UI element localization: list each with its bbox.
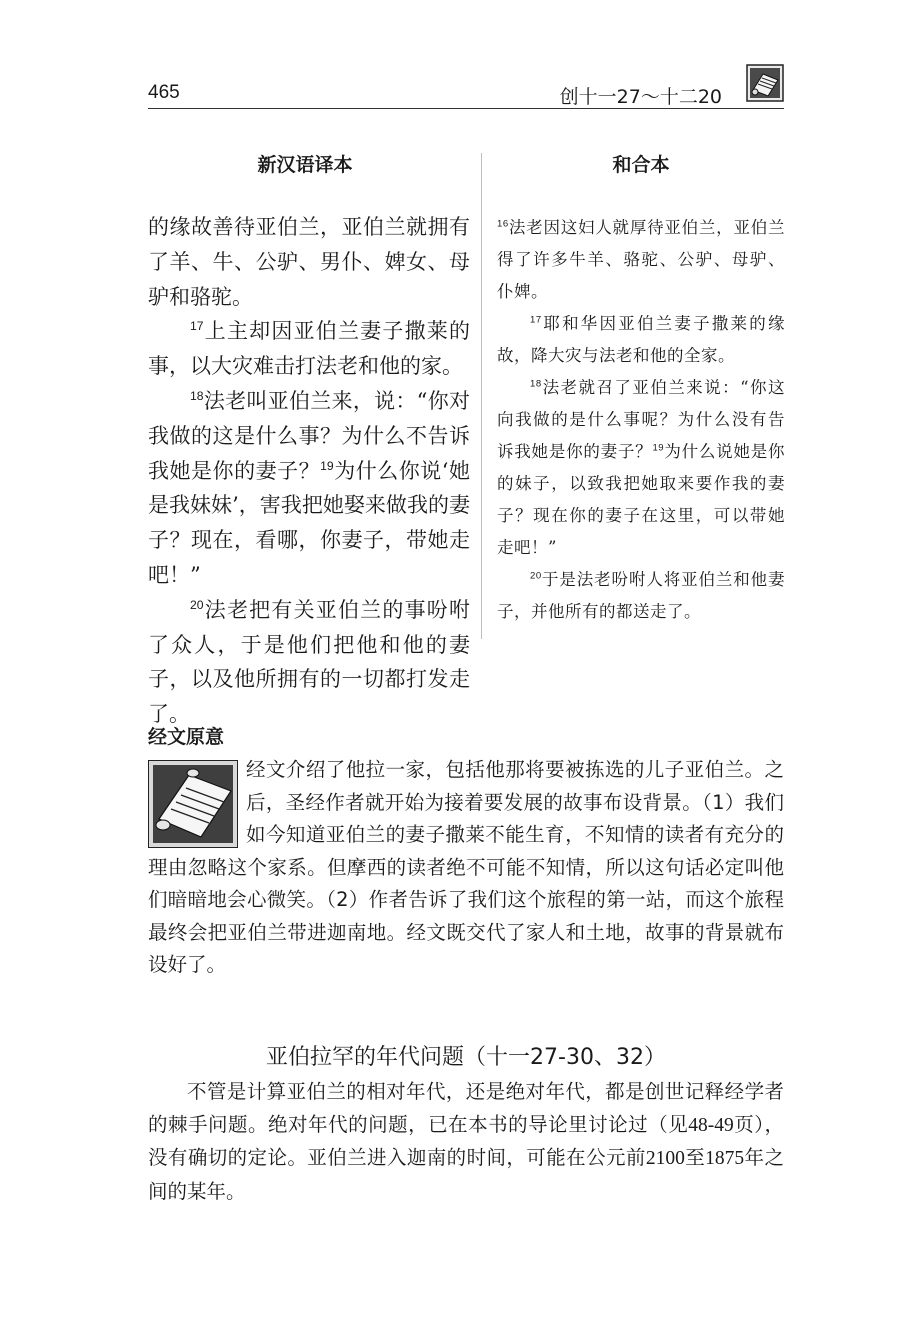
topic-heading: 亚伯拉罕的年代问题（十一27-30、32） xyxy=(266,1045,666,1070)
verse-paragraph xyxy=(148,593,470,732)
verse-text: 上主却因亚伯兰妻子撒莱的事，以大灾难击打法老和他的家。 xyxy=(148,319,470,379)
paragraph-text: 经文介绍了他拉一家，包括他那将要被拣选的儿子亚伯兰。之后，圣经作者就开始为接着要发展的故事布设背景。（1）我们如今知道亚伯兰的妻子撒莱不能生育，不知情的读者有充分的理由忽略这个家系。但摩西的读者绝不可能不知情，所以这句话必定叫他们暗暗地会心微笑。（2）作者告诉了我们这个旅程的第一站，而这个旅程最终会把亚伯兰带进迦南地。经文既交代了家人和土地，故事的背景就布设好了。 xyxy=(148,758,784,976)
column-divider xyxy=(481,153,482,639)
verse-text: 的缘故善待亚伯兰，亚伯兰就拥有了羊、牛、公驴、男仆、婢女、母驴和骆驼。 xyxy=(148,215,470,309)
verse-text: 耶和华因亚伯兰妻子撒莱的缘故，降大灾与法老和他的全家。 xyxy=(497,314,785,365)
verse-number: 20 xyxy=(530,570,542,582)
verse-paragraph xyxy=(497,564,785,628)
paragraph-text: 不管是计算亚伯兰的相对年代，还是绝对年代，都是创世记释经学者的棘手问题。绝对年代的问题，已在本书的导论里讨论过（见 xyxy=(148,1080,784,1136)
verse-paragraph xyxy=(497,372,785,564)
paragraph-text: 至 xyxy=(684,1146,706,1169)
page-header xyxy=(148,62,784,109)
verse-number: 20 xyxy=(190,597,204,612)
verse-paragraph xyxy=(497,308,785,372)
running-head: 创十一27～十二20 xyxy=(559,86,722,108)
cnv-column xyxy=(148,210,470,732)
section-title-original-meaning: 经文原意 xyxy=(148,726,225,748)
verse-paragraph xyxy=(148,314,470,384)
icon-spacer xyxy=(148,754,246,850)
verse-number: 17 xyxy=(190,319,204,334)
verse-paragraph xyxy=(148,384,470,593)
original-meaning-body xyxy=(148,754,784,982)
year: 1875 xyxy=(705,1148,745,1169)
verse-text: 法老就召了亚伯兰来说：“你这向我做的是什么事呢？为什么没有告诉我她是你的妻子？ xyxy=(497,378,785,461)
verse-number: 17 xyxy=(530,314,542,326)
verse-number: 19 xyxy=(652,442,665,454)
column-heading-cuv: 和合本 xyxy=(612,154,670,176)
verse-paragraph xyxy=(148,210,470,314)
year: 2100 xyxy=(645,1148,685,1169)
verse-text: 法老把有关亚伯兰的事吩咐了众人，于是他们把他和他的妻子，以及他所拥有的一切都打发走了。 xyxy=(148,597,470,727)
verse-number: 18 xyxy=(530,378,542,390)
cuv-column xyxy=(497,212,785,628)
paragraph xyxy=(148,1076,784,1208)
verse-number: 18 xyxy=(190,388,204,403)
column-heading-cnv: 新汉语译本 xyxy=(257,154,353,176)
paragraph-text: 页），没有确切的定论。亚伯兰进入迦南的时间，可能在公元前 xyxy=(148,1112,784,1169)
verse-paragraph xyxy=(497,212,785,308)
verse-text: 于是法老吩咐人将亚伯兰和他妻子，并他所有的都送走了。 xyxy=(497,570,785,621)
verse-text: 法老叫亚伯兰来，说：“你对我做的这是什么事？为什么不告诉我她是你的妻子？ xyxy=(148,388,470,483)
scroll-book-icon xyxy=(746,64,784,102)
verse-text: 为什么说她是你的妹子，以致我把她取来要作我的妻子？现在你的妻子在这里，可以带她走吧！” xyxy=(497,442,786,557)
page-range: 48-49 xyxy=(688,1114,734,1136)
verse-number: 19 xyxy=(320,458,334,473)
verse-text: 法老因这妇人就厚待亚伯兰，亚伯兰得了许多牛羊、骆驼、公驴、母驴、仆婢。 xyxy=(497,218,785,301)
verse-number: 16 xyxy=(497,218,509,230)
verse-text: 为什么你说‘她是我妹妹’，害我把她娶来做我的妻子？现在，看哪，你妻子，带她走吧！” xyxy=(148,458,471,587)
topic-body xyxy=(148,1076,784,1208)
page-number: 465 xyxy=(148,82,180,103)
paragraph-text: 年之间的某年。 xyxy=(148,1146,784,1203)
